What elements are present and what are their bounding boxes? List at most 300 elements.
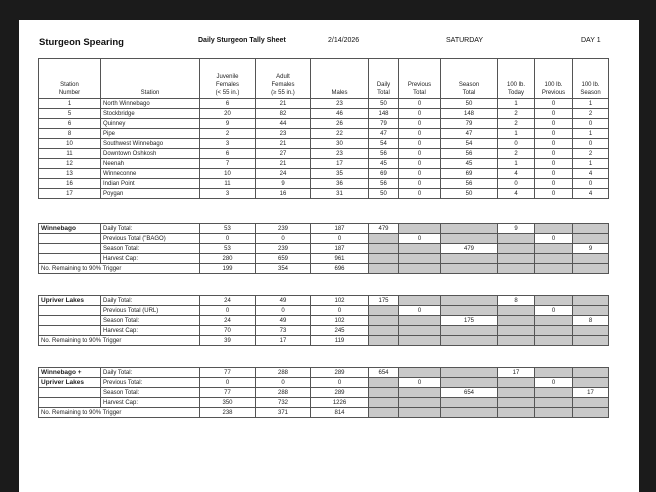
100lb-today-value (498, 306, 535, 316)
station-name-cell: Quinney (101, 119, 200, 129)
summary-season-row (39, 388, 609, 398)
100lb-previous-value (535, 244, 573, 254)
100lb-previous-cell: 0 (535, 129, 573, 139)
section-name: Upriver Lakes (39, 378, 101, 388)
adult-females-cell: 82 (256, 109, 311, 119)
juvenile-females-cell: 2 (200, 129, 256, 139)
males-value: 119 (311, 336, 369, 346)
juvenile-value: 238 (200, 408, 256, 418)
section-name (39, 326, 101, 336)
juvenile-females-cell: 6 (200, 99, 256, 109)
previous-total-cell: 0 (399, 179, 441, 189)
adult-females-cell: 23 (256, 129, 311, 139)
season-total-cell: 79 (441, 119, 498, 129)
100lb-previous-value (535, 368, 573, 378)
100lb-previous-value (535, 336, 573, 346)
100lb-today-cell: 1 (498, 129, 535, 139)
previous-total-value (399, 264, 441, 274)
100lb-today-value (498, 316, 535, 326)
100lb-today-cell: 2 (498, 109, 535, 119)
remaining-label: No. Remaining to 90% Trigger (39, 264, 200, 274)
adult-value: 0 (256, 234, 311, 244)
100lb-today-value (498, 244, 535, 254)
juvenile-females-cell: 9 (200, 119, 256, 129)
summary-previous-row (39, 234, 609, 244)
100lb-season-value (573, 296, 609, 306)
summary-previous-row (39, 378, 609, 388)
juvenile-females-cell: 7 (200, 159, 256, 169)
season-total-cell: 56 (441, 179, 498, 189)
section-name (39, 388, 101, 398)
season-total-value (441, 264, 498, 274)
100lb-previous-value (535, 398, 573, 408)
males-value: 814 (311, 408, 369, 418)
males-cell: 30 (311, 139, 369, 149)
previous-total-value (399, 316, 441, 326)
station-row (39, 189, 609, 199)
station-number-cell: 11 (39, 149, 101, 159)
station-name-cell: Pipe (101, 129, 200, 139)
previous-total-value (399, 336, 441, 346)
section-name: Winnebago + (39, 368, 101, 378)
daily-total-value (369, 326, 399, 336)
station-name-cell: Poygan (101, 189, 200, 199)
daily-total-value (369, 398, 399, 408)
previous-total-cell: 0 (399, 99, 441, 109)
100lb-today-value (498, 378, 535, 388)
station-table (38, 58, 609, 199)
100lb-season-value (573, 336, 609, 346)
row-label: Previous Total (URL) (101, 306, 200, 316)
station-row (39, 119, 609, 129)
sheet-header (19, 37, 639, 51)
100lb-season-value (573, 306, 609, 316)
100lb-season-value (573, 378, 609, 388)
100lb-season-value (573, 264, 609, 274)
col-station-number: Station Number (39, 59, 101, 99)
100lb-previous-cell: 0 (535, 189, 573, 199)
season-total-value (441, 326, 498, 336)
100lb-season-cell: 1 (573, 129, 609, 139)
males-cell: 35 (311, 169, 369, 179)
previous-total-value (399, 398, 441, 408)
100lb-today-value (498, 264, 535, 274)
station-row (39, 159, 609, 169)
adult-value: 0 (256, 378, 311, 388)
section-name: Upriver Lakes (39, 296, 101, 306)
100lb-season-cell: 0 (573, 179, 609, 189)
previous-total-value: 0 (399, 378, 441, 388)
section-name (39, 244, 101, 254)
col-males: Males (311, 59, 369, 99)
100lb-today-cell: 0 (498, 179, 535, 189)
daily-total-cell: 50 (369, 189, 399, 199)
sheet-date: 2/14/2026 (328, 37, 360, 44)
adult-females-cell: 27 (256, 149, 311, 159)
row-label: Season Total: (101, 244, 200, 254)
100lb-previous-cell: 0 (535, 119, 573, 129)
summary-cap-row (39, 398, 609, 408)
juvenile-value: 350 (200, 398, 256, 408)
row-label: Daily Total: (101, 368, 200, 378)
col-station: Station (101, 59, 200, 99)
daily-total-cell: 69 (369, 169, 399, 179)
adult-females-cell: 21 (256, 99, 311, 109)
100lb-previous-value (535, 264, 573, 274)
station-row (39, 179, 609, 189)
100lb-season-value (573, 224, 609, 234)
remaining-label: No. Remaining to 90% Trigger (39, 408, 200, 418)
juvenile-value: 39 (200, 336, 256, 346)
100lb-previous-cell: 0 (535, 169, 573, 179)
juvenile-females-cell: 11 (200, 179, 256, 189)
daily-total-cell: 56 (369, 149, 399, 159)
100lb-today-cell: 2 (498, 119, 535, 129)
100lb-today-value (498, 234, 535, 244)
males-value: 102 (311, 296, 369, 306)
daily-total-value: 479 (369, 224, 399, 234)
100lb-previous-cell: 0 (535, 179, 573, 189)
juvenile-females-cell: 20 (200, 109, 256, 119)
previous-total-value (399, 408, 441, 418)
males-cell: 46 (311, 109, 369, 119)
season-total-value (441, 378, 498, 388)
season-total-value (441, 234, 498, 244)
station-name-cell: Neenah (101, 159, 200, 169)
season-total-value (441, 296, 498, 306)
100lb-today-value: 8 (498, 296, 535, 306)
previous-total-value: 0 (399, 306, 441, 316)
100lb-previous-value (535, 388, 573, 398)
summary-season-row (39, 244, 609, 254)
daily-total-value: 175 (369, 296, 399, 306)
summary-upriver-lakes (38, 295, 609, 346)
season-total-value (441, 254, 498, 264)
males-value: 961 (311, 254, 369, 264)
juvenile-females-cell: 6 (200, 149, 256, 159)
daily-total-value: 654 (369, 368, 399, 378)
previous-total-cell: 0 (399, 159, 441, 169)
adult-value: 0 (256, 306, 311, 316)
sheet-title: Sturgeon Spearing (39, 37, 124, 48)
season-total-value (441, 408, 498, 418)
100lb-previous-value: 0 (535, 234, 573, 244)
males-value: 187 (311, 224, 369, 234)
juvenile-females-cell: 10 (200, 169, 256, 179)
previous-total-cell: 0 (399, 169, 441, 179)
juvenile-value: 53 (200, 224, 256, 234)
males-value: 289 (311, 368, 369, 378)
100lb-today-value (498, 408, 535, 418)
station-number-cell: 1 (39, 99, 101, 109)
daily-total-value (369, 234, 399, 244)
season-total-cell: 54 (441, 139, 498, 149)
juvenile-value: 280 (200, 254, 256, 264)
daily-total-cell: 50 (369, 99, 399, 109)
daily-total-cell: 148 (369, 109, 399, 119)
section-name (39, 254, 101, 264)
season-total-cell: 148 (441, 109, 498, 119)
juvenile-value: 70 (200, 326, 256, 336)
season-total-value (441, 336, 498, 346)
100lb-today-value (498, 326, 535, 336)
adult-females-cell: 21 (256, 139, 311, 149)
adult-value: 732 (256, 398, 311, 408)
adult-females-cell: 16 (256, 189, 311, 199)
100lb-season-value (573, 326, 609, 336)
100lb-today-value (498, 398, 535, 408)
summary-daily-row (39, 224, 609, 234)
100lb-season-value: 9 (573, 244, 609, 254)
100lb-season-cell: 4 (573, 189, 609, 199)
juvenile-value: 77 (200, 368, 256, 378)
males-value: 187 (311, 244, 369, 254)
100lb-previous-cell: 0 (535, 159, 573, 169)
males-cell: 36 (311, 179, 369, 189)
juvenile-value: 0 (200, 306, 256, 316)
previous-total-cell: 0 (399, 109, 441, 119)
sheet-day-number: DAY 1 (581, 37, 601, 44)
season-total-value: 479 (441, 244, 498, 254)
previous-total-cell: 0 (399, 139, 441, 149)
juvenile-females-cell: 3 (200, 139, 256, 149)
daily-total-value (369, 316, 399, 326)
row-label: Harvest Cap: (101, 254, 200, 264)
section-name (39, 234, 101, 244)
previous-total-value (399, 254, 441, 264)
daily-total-cell: 47 (369, 129, 399, 139)
station-name-cell: Indian Point (101, 179, 200, 189)
100lb-previous-value (535, 296, 573, 306)
100lb-previous-value (535, 224, 573, 234)
100lb-previous-cell: 0 (535, 99, 573, 109)
station-name-cell: Southwest Winnebago (101, 139, 200, 149)
summary-previous-row (39, 306, 609, 316)
100lb-season-value: 8 (573, 316, 609, 326)
daily-total-value (369, 388, 399, 398)
100lb-today-cell: 1 (498, 159, 535, 169)
daily-total-value (369, 336, 399, 346)
100lb-today-value (498, 388, 535, 398)
100lb-today-cell: 2 (498, 149, 535, 159)
col-daily-total: Daily Total (369, 59, 399, 99)
remaining-label: No. Remaining to 90% Trigger (39, 336, 200, 346)
header-row (39, 59, 609, 99)
station-row (39, 149, 609, 159)
season-total-value (441, 306, 498, 316)
previous-total-value (399, 388, 441, 398)
col-100lb-season: 100 lb. Season (573, 59, 609, 99)
station-number-cell: 8 (39, 129, 101, 139)
males-cell: 23 (311, 99, 369, 109)
adult-females-cell: 44 (256, 119, 311, 129)
sheet-subtitle: Daily Sturgeon Tally Sheet (198, 37, 286, 44)
season-total-value (441, 224, 498, 234)
adult-value: 659 (256, 254, 311, 264)
station-number-cell: 6 (39, 119, 101, 129)
males-value: 0 (311, 234, 369, 244)
station-number-cell: 16 (39, 179, 101, 189)
adult-value: 288 (256, 388, 311, 398)
station-number-cell: 5 (39, 109, 101, 119)
100lb-season-value (573, 234, 609, 244)
daily-total-value (369, 408, 399, 418)
adult-females-cell: 9 (256, 179, 311, 189)
daily-total-value (369, 264, 399, 274)
station-row (39, 129, 609, 139)
100lb-season-cell: 0 (573, 119, 609, 129)
100lb-season-value (573, 398, 609, 408)
summary-remaining-row (39, 336, 609, 346)
row-label: Season Total: (101, 316, 200, 326)
previous-total-value: 0 (399, 234, 441, 244)
station-number-cell: 12 (39, 159, 101, 169)
col-juvenile: Juvenile Females (< 55 in.) (200, 59, 256, 99)
100lb-season-cell: 4 (573, 169, 609, 179)
adult-value: 239 (256, 244, 311, 254)
juvenile-value: 0 (200, 234, 256, 244)
100lb-today-cell: 4 (498, 169, 535, 179)
100lb-season-value: 17 (573, 388, 609, 398)
100lb-previous-cell: 0 (535, 139, 573, 149)
juvenile-value: 24 (200, 316, 256, 326)
100lb-season-value (573, 408, 609, 418)
station-name-cell: Downtown Oshkosh (101, 149, 200, 159)
season-total-value (441, 368, 498, 378)
adult-females-cell: 24 (256, 169, 311, 179)
summary-daily-row (39, 368, 609, 378)
juvenile-value: 53 (200, 244, 256, 254)
100lb-season-cell: 0 (573, 139, 609, 149)
100lb-today-value (498, 336, 535, 346)
daily-total-cell: 79 (369, 119, 399, 129)
daily-total-value (369, 254, 399, 264)
adult-females-cell: 21 (256, 159, 311, 169)
males-cell: 23 (311, 149, 369, 159)
100lb-season-value (573, 368, 609, 378)
males-value: 1226 (311, 398, 369, 408)
adult-value: 73 (256, 326, 311, 336)
row-label: Previous Total ("BAGO) (101, 234, 200, 244)
males-cell: 22 (311, 129, 369, 139)
season-total-value: 175 (441, 316, 498, 326)
station-row (39, 99, 609, 109)
section-name: Winnebago (39, 224, 101, 234)
males-value: 245 (311, 326, 369, 336)
season-total-cell: 45 (441, 159, 498, 169)
summary-season-row (39, 316, 609, 326)
adult-value: 239 (256, 224, 311, 234)
summary-combined (38, 367, 609, 418)
row-label: Daily Total: (101, 296, 200, 306)
100lb-today-cell: 4 (498, 189, 535, 199)
station-row (39, 109, 609, 119)
season-total-value: 654 (441, 388, 498, 398)
100lb-previous-value: 0 (535, 378, 573, 388)
100lb-season-cell: 1 (573, 99, 609, 109)
station-name-cell: Winneconne (101, 169, 200, 179)
section-name (39, 316, 101, 326)
100lb-previous-value (535, 254, 573, 264)
juvenile-value: 77 (200, 388, 256, 398)
previous-total-cell: 0 (399, 119, 441, 129)
males-cell: 26 (311, 119, 369, 129)
col-season-total: Season Total (441, 59, 498, 99)
daily-total-cell: 54 (369, 139, 399, 149)
100lb-previous-value: 0 (535, 306, 573, 316)
col-adult: Adult Females (≥ 55 in.) (256, 59, 311, 99)
row-label: Harvest Cap: (101, 398, 200, 408)
col-100lb-previous: 100 lb. Previous (535, 59, 573, 99)
100lb-season-cell: 2 (573, 109, 609, 119)
100lb-today-value: 17 (498, 368, 535, 378)
col-100lb-today: 100 lb. Today (498, 59, 535, 99)
summary-cap-row (39, 254, 609, 264)
season-total-value (441, 398, 498, 408)
daily-total-value (369, 244, 399, 254)
100lb-today-value (498, 254, 535, 264)
100lb-today-cell: 0 (498, 139, 535, 149)
summary-daily-row (39, 296, 609, 306)
season-total-cell: 56 (441, 149, 498, 159)
100lb-season-value (573, 254, 609, 264)
100lb-today-cell: 1 (498, 99, 535, 109)
row-label: Previous Total: (101, 378, 200, 388)
100lb-today-value: 9 (498, 224, 535, 234)
daily-total-value (369, 378, 399, 388)
row-label: Daily Total: (101, 224, 200, 234)
season-total-cell: 69 (441, 169, 498, 179)
previous-total-value (399, 244, 441, 254)
juvenile-value: 24 (200, 296, 256, 306)
summary-cap-row (39, 326, 609, 336)
daily-total-cell: 56 (369, 179, 399, 189)
row-label: Harvest Cap: (101, 326, 200, 336)
100lb-previous-value (535, 316, 573, 326)
previous-total-cell: 0 (399, 189, 441, 199)
sheet-weekday: SATURDAY (446, 37, 484, 44)
previous-total-cell: 0 (399, 149, 441, 159)
station-name-cell: Stockbridge (101, 109, 200, 119)
100lb-previous-cell: 0 (535, 149, 573, 159)
males-value: 0 (311, 378, 369, 388)
males-value: 289 (311, 388, 369, 398)
row-label: Season Total: (101, 388, 200, 398)
summary-remaining-row (39, 264, 609, 274)
adult-value: 17 (256, 336, 311, 346)
juvenile-value: 0 (200, 378, 256, 388)
adult-value: 49 (256, 296, 311, 306)
daily-total-value (369, 306, 399, 316)
season-total-cell: 50 (441, 189, 498, 199)
males-value: 696 (311, 264, 369, 274)
station-number-cell: 10 (39, 139, 101, 149)
daily-total-cell: 45 (369, 159, 399, 169)
juvenile-value: 199 (200, 264, 256, 274)
previous-total-value (399, 368, 441, 378)
males-value: 0 (311, 306, 369, 316)
season-total-cell: 47 (441, 129, 498, 139)
100lb-season-cell: 1 (573, 159, 609, 169)
section-name (39, 398, 101, 408)
station-row (39, 169, 609, 179)
season-total-cell: 50 (441, 99, 498, 109)
males-value: 102 (311, 316, 369, 326)
adult-value: 49 (256, 316, 311, 326)
100lb-previous-cell: 0 (535, 109, 573, 119)
adult-value: 371 (256, 408, 311, 418)
previous-total-value (399, 326, 441, 336)
